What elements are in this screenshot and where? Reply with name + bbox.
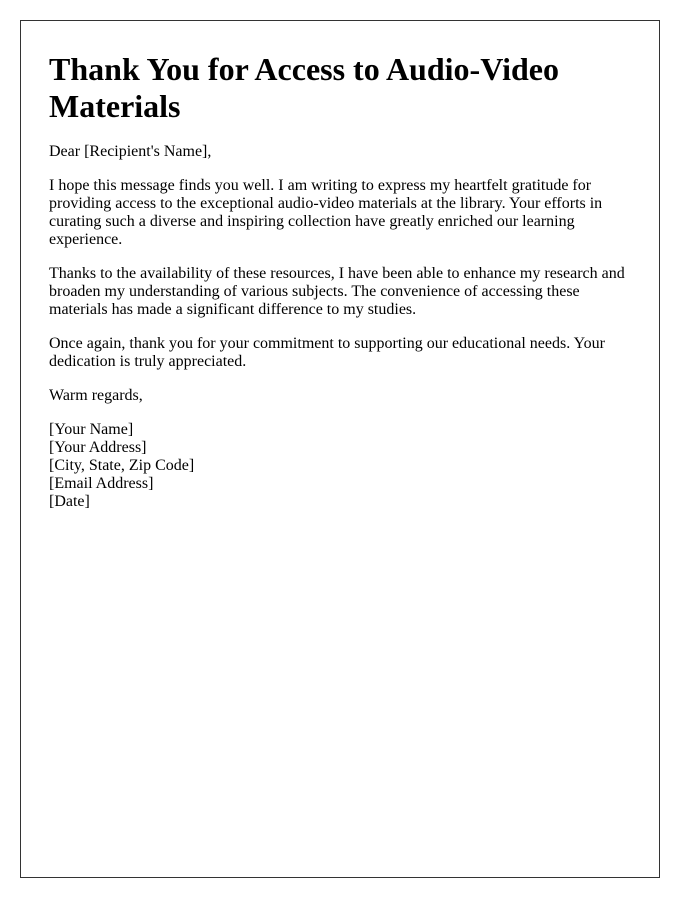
body-paragraph-2: Thanks to the availability of these resources, I have been able to enhance my research and broaden my understanding of various subjects. The convenience of accessing these materials has made a significant difference to my studies. xyxy=(49,265,625,318)
closing: Warm regards, xyxy=(49,387,143,404)
body-paragraph-3: Once again, thank you for your commitment to supporting our educational needs. Your dedication is truly appreciated. xyxy=(49,335,605,370)
salutation: Dear [Recipient's Name], xyxy=(49,143,212,160)
letter-page xyxy=(20,20,660,878)
signature-email: [Email Address] xyxy=(49,475,154,492)
signature-block xyxy=(49,421,631,511)
signature-name: [Your Name] xyxy=(49,421,134,438)
letter-title: Thank You for Access to Audio-Video Materials xyxy=(49,51,559,124)
signature-city-state-zip: [City, State, Zip Code] xyxy=(49,457,195,474)
signature-address: [Your Address] xyxy=(49,439,147,456)
body-paragraph-1: I hope this message finds you well. I am writing to express my heartfelt gratitude for providing access to the exceptional audio-video materials at the library. Your efforts in curating such a diverse and inspiring collection have greatly enriched our learning experience. xyxy=(49,177,603,248)
signature-date: [Date] xyxy=(49,493,90,510)
